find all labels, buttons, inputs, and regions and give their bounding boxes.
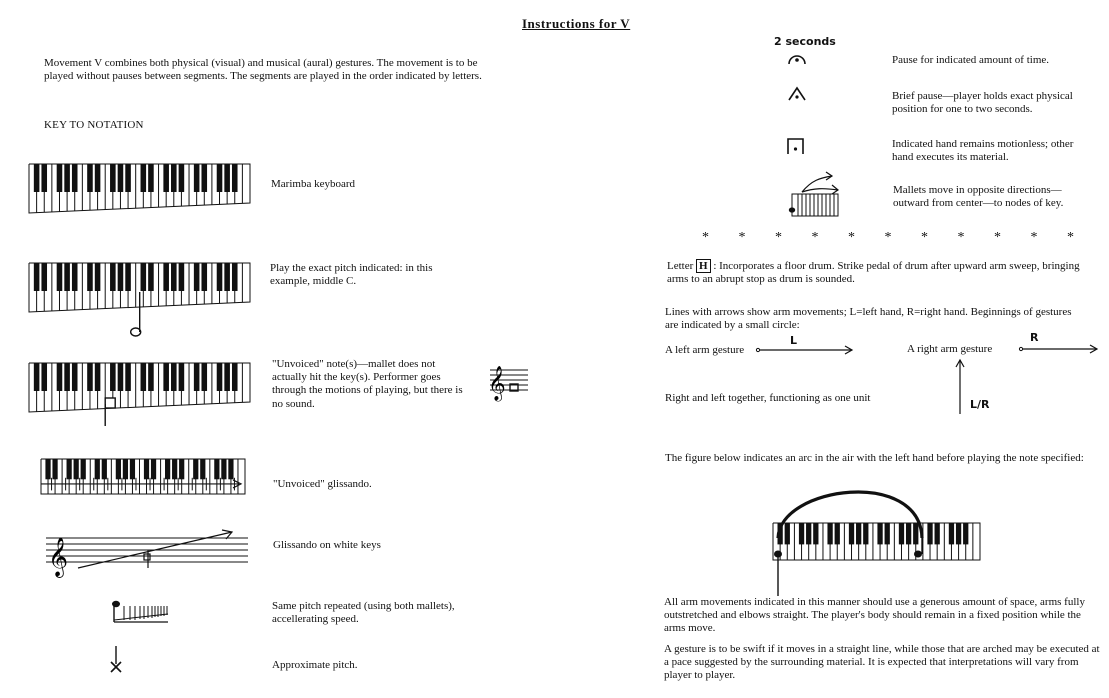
left-gesture-arrow-icon (756, 344, 856, 356)
letter-h-text: : Incorporates a floor drum. Strike pedal of drum after upward arm sweep, bringing arms to an abrupt stop as drum is sounded. (667, 260, 1080, 286)
motionless-hand-icon (786, 137, 806, 155)
approximate-pitch-icon (108, 644, 124, 674)
repeated-pitch-icon (110, 598, 172, 624)
key-item-marimba-label: Marimba keyboard (271, 178, 355, 190)
svg-text:𝄞: 𝄞 (48, 537, 69, 577)
key-item-approximate-pitch-label: Approximate pitch. (272, 659, 358, 671)
mallets-outward-icon (788, 170, 842, 218)
brief-pause-label: Brief pause—player holds exact physical position for one to two seconds. (892, 90, 1073, 116)
unvoiced-glissando-keyboard-figure (40, 458, 249, 498)
swiftness-paragraph: A gesture is to be swift if it moves in a straight line, while those that are arched may be executed at a pace suggested by the surrounding material. It is expected that interpretations will vary from player to player. (664, 643, 1100, 682)
letter-h-box: H (696, 259, 711, 273)
together-mark: L/R (970, 398, 990, 411)
section-divider-stars: * * * * * * * * * * * (702, 230, 1074, 245)
left-gesture-mark: L (790, 334, 798, 347)
intro-paragraph: Movement V combines both physical (visual) and musical (aural) gestures. The movement is to be played without pauses between segments. The segments are played in the order indicated by letters. (44, 57, 482, 82)
brief-pause-icon (787, 86, 807, 102)
letter-h-paragraph (667, 259, 1087, 286)
fermata-timed-icon (787, 50, 807, 66)
key-item-unvoiced-note-label: "Unvoiced" note(s)—mallet does not actually hit the key(s). Performer goes through the motions of playing, but there is no sound. (272, 358, 463, 410)
motionless-hand-label: Indicated hand remains motionless; other hand executes its material. (892, 138, 1074, 164)
space-paragraph: All arm movements indicated in this manner should use a generous amount of space, arms fully outstretched and elbows straight. The player's body should remain in a fixed position while the arms move. (664, 596, 1085, 635)
glissando-white-keys-figure (46, 528, 251, 577)
letter-h-prefix: Letter (667, 260, 694, 272)
together-arrow-icon (954, 356, 966, 416)
arc-keyboard-figure (772, 522, 984, 600)
exact-pitch-keyboard-figure (28, 262, 254, 352)
together-label: Right and left together, functioning as one unit (665, 392, 871, 404)
mallets-outward-label: Mallets move in opposite directions—outward from center—to nodes of key. (893, 184, 1064, 210)
key-item-repeated-pitch-label: Same pitch repeated (using both mallets), accellerating speed. (272, 600, 455, 626)
arrows-intro-paragraph: Lines with arrows show arm movements; L=left hand, R=right hand. Beginnings of gestures are indicated by a small circle: (665, 306, 1072, 332)
unvoiced-note-keyboard-figure (28, 362, 254, 452)
key-item-glissando-white-label: Glissando on white keys (273, 539, 381, 551)
right-gesture-mark: R (1030, 331, 1039, 344)
treble-clef-staff-icon (486, 362, 530, 401)
left-gesture-label: A left arm gesture (665, 344, 745, 356)
marimba-keyboard-figure (28, 163, 254, 217)
arc-intro-paragraph: The figure below indicates an arc in the air with the left hand before playing the note specified: (665, 452, 1084, 464)
key-item-unvoiced-glissando-label: "Unvoiced" glissando. (273, 478, 372, 490)
two-seconds-symbol-text: 2 seconds (774, 35, 836, 48)
right-gesture-arrow-icon (1019, 343, 1101, 355)
key-heading: KEY TO NOTATION (44, 119, 144, 131)
svg-text:𝄞: 𝄞 (488, 366, 506, 401)
page-title: Instructions for V (522, 16, 631, 31)
key-item-exact-pitch-label: Play the exact pitch indicated: in this example, middle C. (270, 262, 433, 288)
right-gesture-label: A right arm gesture (907, 343, 993, 355)
pause-timed-label: Pause for indicated amount of time. (892, 54, 1050, 66)
